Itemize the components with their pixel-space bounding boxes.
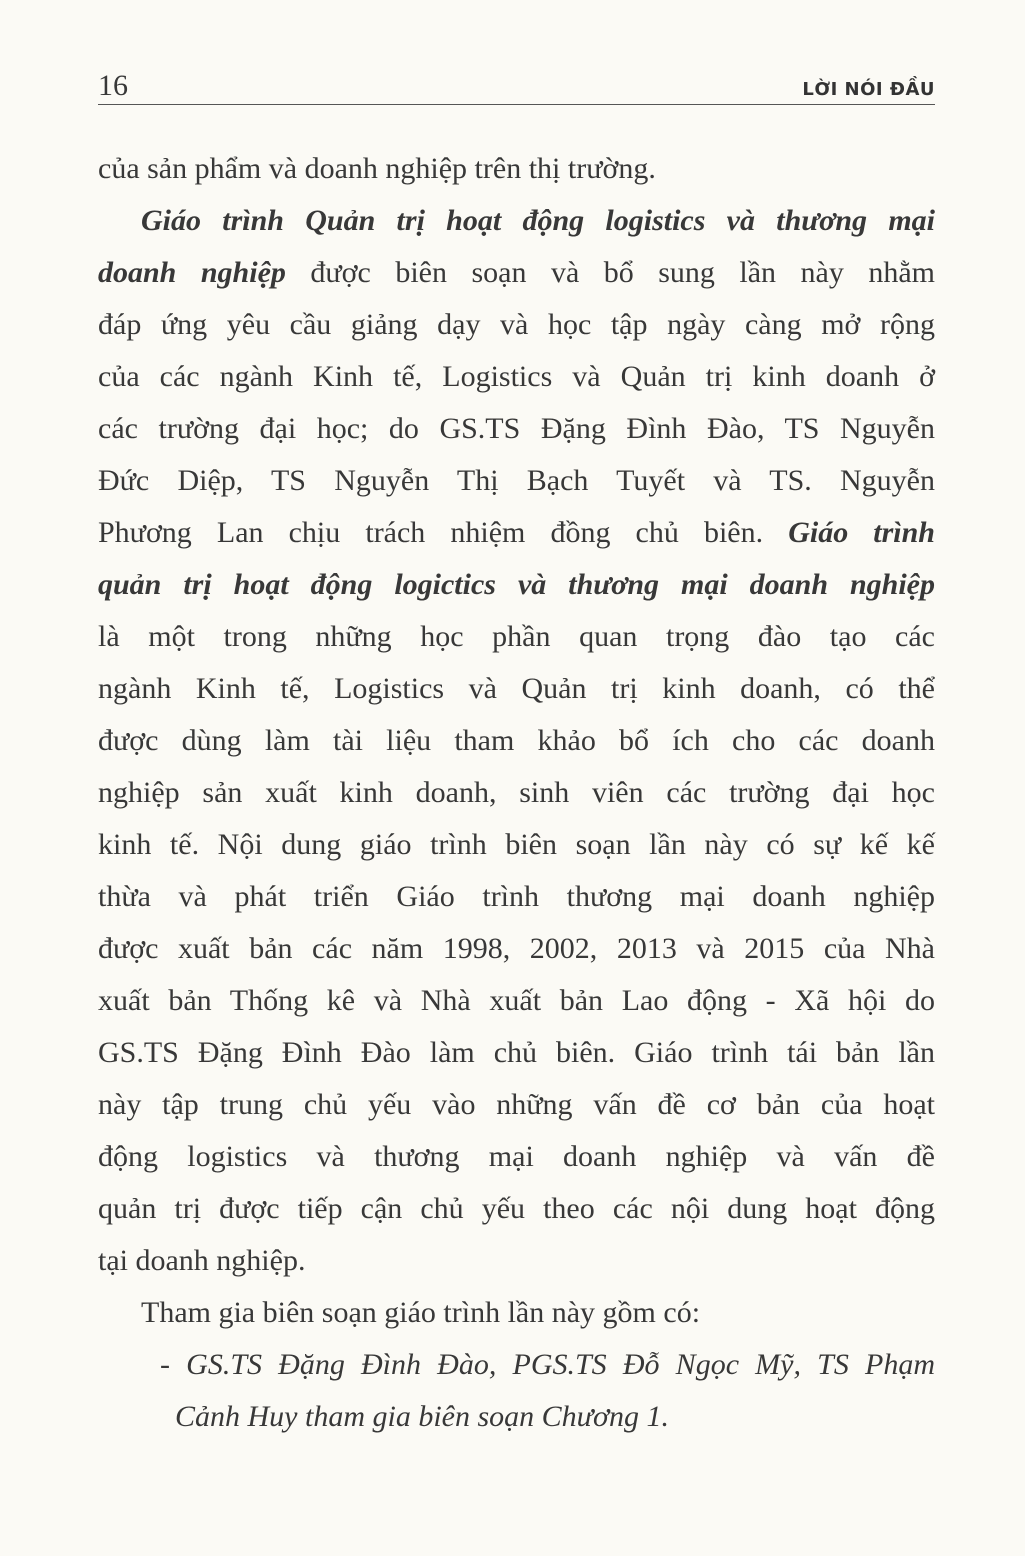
text-line — [98, 143, 935, 195]
text-line — [98, 195, 935, 247]
text-span: được xuất bản các năm 1998, 2002, 2013 và 2015 của Nhà — [98, 932, 935, 965]
text-span: xuất bản Thống kê và Nhà xuất bản Lao động - Xã hội do — [98, 984, 935, 1017]
text-span: động logistics và thương mại doanh nghiệp và vấn đề — [98, 1140, 935, 1173]
text-line — [98, 715, 935, 767]
text-span: được dùng làm tài liệu tham khảo bổ ích cho các doanh — [98, 724, 935, 757]
emphasized-text: Giáo trình — [788, 516, 935, 549]
body-text — [98, 143, 935, 1443]
text-line — [98, 871, 935, 923]
text-line — [98, 923, 935, 975]
emphasized-text: doanh nghiệp — [98, 256, 286, 289]
text-line — [98, 1131, 935, 1183]
text-line — [98, 611, 935, 663]
running-title: LỜI NÓI ĐẦU — [802, 79, 935, 100]
text-span: này tập trung chủ yếu vào những vấn đề cơ bản của hoạt — [98, 1088, 935, 1121]
emphasized-text: Giáo trình Quản trị hoạt động logistics và thương mại — [141, 204, 935, 237]
text-span: nghiệp sản xuất kinh doanh, sinh viên các trường đại học — [98, 776, 935, 809]
text-line — [98, 1235, 935, 1287]
text-span: quản trị được tiếp cận chủ yếu theo các nội dung hoạt động — [98, 1192, 935, 1225]
page-header — [98, 68, 935, 105]
text-span: kinh tế. Nội dung giáo trình biên soạn lần này có sự kế kế — [98, 828, 935, 861]
text-line — [98, 1287, 935, 1339]
text-line — [98, 559, 935, 611]
emphasized-text: - GS.TS Đặng Đình Đào, PGS.TS Đỗ Ngọc Mỹ, TS Phạm — [160, 1348, 935, 1381]
text-span: được biên soạn và bổ sung lần này nhằm — [285, 256, 936, 289]
text-span: Tham gia biên soạn giáo trình lần này gồm có: — [141, 1296, 701, 1329]
text-line — [98, 1079, 935, 1131]
text-line — [98, 1027, 935, 1079]
text-line — [98, 455, 935, 507]
text-line — [98, 1183, 935, 1235]
text-line — [98, 819, 935, 871]
text-line — [98, 1391, 935, 1443]
text-span: GS.TS Đặng Đình Đào làm chủ biên. Giáo trình tái bản lần — [98, 1036, 935, 1069]
text-span: của sản phẩm và doanh nghiệp trên thị trường. — [98, 152, 656, 185]
text-line — [98, 247, 935, 299]
text-span: Đức Diệp, TS Nguyễn Thị Bạch Tuyết và TS. Nguyễn — [98, 464, 935, 497]
text-span: thừa và phát triển Giáo trình thương mại doanh nghiệp — [98, 880, 935, 913]
emphasized-text: Cảnh Huy tham gia biên soạn Chương 1. — [175, 1400, 670, 1433]
text-span: là một trong những học phần quan trọng đào tạo các — [98, 620, 935, 653]
text-span: ngành Kinh tế, Logistics và Quản trị kinh doanh, có thể — [98, 672, 935, 705]
text-span: đáp ứng yêu cầu giảng dạy và học tập ngày càng mở rộng — [98, 308, 935, 341]
text-line — [98, 351, 935, 403]
emphasized-text: quản trị hoạt động logictics và thương mại doanh nghiệp — [98, 568, 935, 601]
page-number: 16 — [98, 69, 128, 102]
text-line — [98, 975, 935, 1027]
text-line — [98, 663, 935, 715]
text-span: Phương Lan chịu trách nhiệm đồng chủ biên. — [98, 516, 789, 549]
text-line — [98, 767, 935, 819]
text-line — [98, 1339, 935, 1391]
text-line — [98, 403, 935, 455]
text-span: các trường đại học; do GS.TS Đặng Đình Đào, TS Nguyễn — [98, 412, 935, 445]
text-line — [98, 299, 935, 351]
text-span: tại doanh nghiệp. — [98, 1244, 306, 1277]
text-line — [98, 507, 935, 559]
text-span: của các ngành Kinh tế, Logistics và Quản trị kinh doanh ở — [98, 360, 935, 393]
